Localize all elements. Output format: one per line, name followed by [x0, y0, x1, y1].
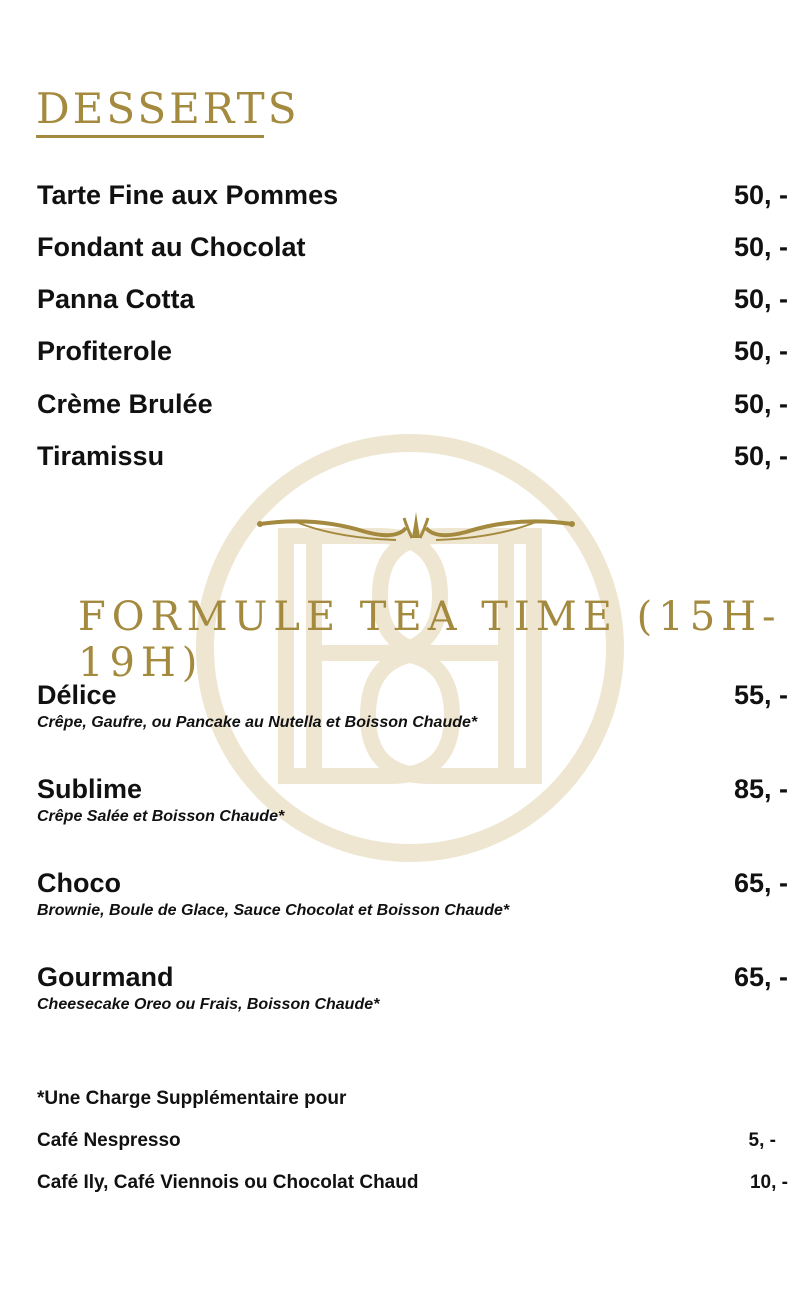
- item-price: 50, -: [733, 336, 788, 366]
- formula-price: 65, -: [733, 962, 788, 992]
- item-name: Tarte Fine aux Pommes: [37, 180, 339, 210]
- supplement-note: *Une Charge Supplémentaire pour: [37, 1088, 347, 1109]
- formula-name: Gourmand: [37, 962, 174, 992]
- item-name: Fondant au Chocolat: [37, 232, 306, 262]
- formula-price: 55, -: [733, 680, 788, 710]
- menu-item: [37, 441, 788, 481]
- supplement-price: 10, -: [749, 1172, 788, 1193]
- formula-description: Brownie, Boule de Glace, Sauce Chocolat et Boisson Chaude*: [37, 902, 510, 919]
- formula-item: [37, 962, 788, 1022]
- formula-description: Crêpe, Gaufre, ou Pancake au Nutella et Boisson Chaude*: [37, 714, 478, 731]
- formula-price: 65, -: [733, 868, 788, 898]
- supplement-item: [37, 1130, 788, 1158]
- menu-item: [37, 180, 788, 220]
- item-name: Tiramissu: [37, 441, 165, 471]
- menu-item: [37, 389, 788, 429]
- formula-name: Choco: [37, 868, 121, 898]
- formula-price: 85, -: [733, 774, 788, 804]
- supplement-name: Café Nespresso: [37, 1130, 181, 1151]
- item-price: 50, -: [733, 389, 788, 419]
- formula-item: [37, 868, 788, 928]
- supplement-item: [37, 1172, 788, 1200]
- art-deco-ornament-icon: [256, 510, 576, 550]
- menu-item: [37, 336, 788, 376]
- desserts-title: DESSERTS: [36, 84, 300, 133]
- item-price: 50, -: [733, 232, 788, 262]
- supplement-price: 5, -: [748, 1130, 776, 1151]
- formula-name: Délice: [37, 680, 117, 710]
- menu-item: [37, 284, 788, 324]
- menu-item: [37, 232, 788, 272]
- formula-name: Sublime: [37, 774, 143, 804]
- formula-description: Crêpe Salée et Boisson Chaude*: [37, 808, 285, 825]
- item-price: 50, -: [733, 441, 788, 471]
- item-price: 50, -: [733, 180, 788, 210]
- item-name: Panna Cotta: [37, 284, 195, 314]
- formula-item: [37, 680, 788, 740]
- item-price: 50, -: [733, 284, 788, 314]
- supplement-name: Café Ily, Café Viennois ou Chocolat Chaud: [37, 1172, 419, 1193]
- formula-description: Cheesecake Oreo ou Frais, Boisson Chaude*: [37, 996, 380, 1013]
- title-underline: [36, 135, 264, 138]
- tea-time-title: FORMULE TEA TIME (15H-19H): [78, 594, 782, 686]
- item-name: Profiterole: [37, 336, 173, 366]
- item-name: Crème Brulée: [37, 389, 213, 419]
- formula-item: [37, 774, 788, 834]
